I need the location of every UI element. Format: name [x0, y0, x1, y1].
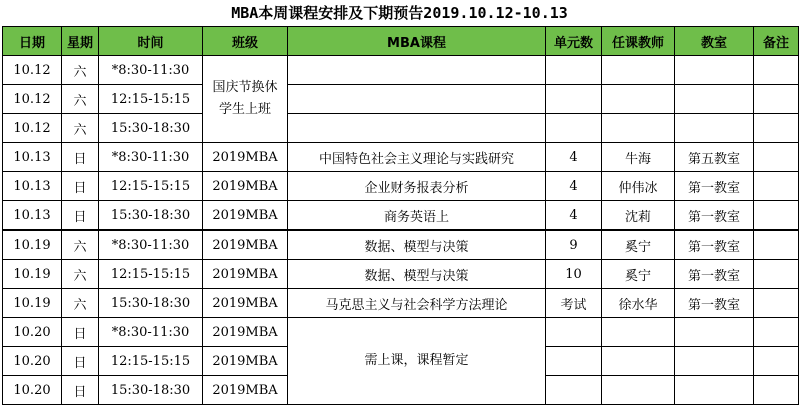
cell-teacher: 牛海	[602, 143, 675, 172]
cell-note	[754, 260, 799, 289]
cell-teacher	[602, 376, 675, 405]
cell-teacher	[602, 56, 675, 85]
cell-class: 2019MBA	[203, 260, 288, 289]
cell-note	[754, 143, 799, 172]
cell-weekday: 日	[62, 347, 99, 376]
cell-note	[754, 318, 799, 347]
table-row	[3, 201, 799, 231]
cell-units	[546, 376, 602, 405]
cell-units: 4	[546, 172, 602, 201]
cell-room	[675, 114, 754, 143]
header-row	[3, 27, 799, 56]
table-row	[3, 114, 799, 143]
cell-teacher: 奚宁	[602, 260, 675, 289]
cell-teacher	[602, 318, 675, 347]
cell-time: 12:15-15:15	[99, 172, 203, 201]
cell-weekday: 日	[62, 376, 99, 405]
cell-note	[754, 289, 799, 318]
cell-course	[288, 114, 546, 143]
cell-note	[754, 114, 799, 143]
table-row	[3, 230, 799, 260]
cell-date: 10.20	[3, 347, 62, 376]
cell-room: 第一教室	[675, 172, 754, 201]
cell-date: 10.12	[3, 114, 62, 143]
cell-date: 10.12	[3, 56, 62, 85]
table-row	[3, 172, 799, 201]
table-row	[3, 289, 799, 318]
cell-date: 10.19	[3, 230, 62, 260]
table-row	[3, 260, 799, 289]
header-time: 时间	[99, 27, 203, 56]
cell-date: 10.20	[3, 376, 62, 405]
cell-units	[546, 56, 602, 85]
pending-note: 需上课，课程暂定	[288, 318, 546, 405]
header-course: MBA课程	[288, 27, 546, 56]
cell-weekday: 六	[62, 260, 99, 289]
cell-class: 2019MBA	[203, 201, 288, 231]
cell-weekday: 六	[62, 230, 99, 260]
cell-note	[754, 201, 799, 231]
cell-note	[754, 56, 799, 85]
cell-course	[288, 85, 546, 114]
cell-course	[288, 56, 546, 85]
cell-time: 15:30-18:30	[99, 289, 203, 318]
cell-teacher	[602, 347, 675, 376]
cell-room: 第一教室	[675, 201, 754, 231]
cell-class: 2019MBA	[203, 143, 288, 172]
cell-time: *8:30-11:30	[99, 230, 203, 260]
cell-room	[675, 56, 754, 85]
cell-class: 2019MBA	[203, 376, 288, 405]
table-row	[3, 56, 799, 85]
cell-units	[546, 318, 602, 347]
cell-note	[754, 230, 799, 260]
cell-time: 12:15-15:15	[99, 347, 203, 376]
cell-room	[675, 318, 754, 347]
cell-time: 15:30-18:30	[99, 201, 203, 231]
cell-room	[675, 85, 754, 114]
cell-units: 4	[546, 201, 602, 231]
cell-date: 10.12	[3, 85, 62, 114]
cell-course: 中国特色社会主义理论与实践研究	[288, 143, 546, 172]
schedule-table	[2, 26, 799, 405]
header-units: 单元数	[546, 27, 602, 56]
cell-room: 第五教室	[675, 143, 754, 172]
table-row	[3, 85, 799, 114]
cell-class: 2019MBA	[203, 172, 288, 201]
cell-weekday: 六	[62, 56, 99, 85]
table-row	[3, 318, 799, 347]
cell-weekday: 日	[62, 143, 99, 172]
cell-class: 2019MBA	[203, 289, 288, 318]
cell-units	[546, 114, 602, 143]
cell-time: 15:30-18:30	[99, 114, 203, 143]
cell-units: 10	[546, 260, 602, 289]
holiday-note-line1: 国庆节换休	[212, 80, 278, 95]
holiday-note-line2: 学生上班	[218, 102, 271, 117]
cell-room: 第一教室	[675, 230, 754, 260]
cell-note	[754, 172, 799, 201]
cell-room	[675, 347, 754, 376]
cell-course: 商务英语上	[288, 201, 546, 231]
cell-units	[546, 85, 602, 114]
cell-time: *8:30-11:30	[99, 56, 203, 85]
cell-room: 第一教室	[675, 260, 754, 289]
cell-weekday: 六	[62, 289, 99, 318]
cell-class: 2019MBA	[203, 230, 288, 260]
header-teacher: 任课教师	[602, 27, 675, 56]
cell-weekday: 六	[62, 85, 99, 114]
cell-time: 15:30-18:30	[99, 376, 203, 405]
cell-time: *8:30-11:30	[99, 318, 203, 347]
cell-weekday: 日	[62, 201, 99, 231]
table-row	[3, 143, 799, 172]
cell-teacher	[602, 85, 675, 114]
cell-time: 12:15-15:15	[99, 85, 203, 114]
cell-note	[754, 347, 799, 376]
cell-date: 10.13	[3, 201, 62, 231]
cell-date: 10.19	[3, 260, 62, 289]
cell-room	[675, 376, 754, 405]
cell-date: 10.20	[3, 318, 62, 347]
header-room: 教室	[675, 27, 754, 56]
cell-note	[754, 376, 799, 405]
cell-course: 数据、模型与决策	[288, 230, 546, 260]
cell-teacher: 奚宁	[602, 230, 675, 260]
cell-date: 10.13	[3, 143, 62, 172]
cell-teacher: 仲伟冰	[602, 172, 675, 201]
cell-date: 10.19	[3, 289, 62, 318]
page-title: MBA本周课程安排及下期预告2019.10.12-10.13	[231, 4, 568, 22]
cell-weekday: 六	[62, 114, 99, 143]
cell-course: 企业财务报表分析	[288, 172, 546, 201]
header-note: 备注	[754, 27, 799, 56]
header-weekday: 星期	[62, 27, 99, 56]
cell-teacher: 徐水华	[602, 289, 675, 318]
header-class: 班级	[203, 27, 288, 56]
cell-teacher	[602, 114, 675, 143]
cell-units	[546, 347, 602, 376]
cell-course: 数据、模型与决策	[288, 260, 546, 289]
cell-course: 马克思主义与社会科学方法理论	[288, 289, 546, 318]
cell-time: *8:30-11:30	[99, 143, 203, 172]
cell-units: 4	[546, 143, 602, 172]
cell-units: 考试	[546, 289, 602, 318]
cell-date: 10.13	[3, 172, 62, 201]
cell-room: 第一教室	[675, 289, 754, 318]
holiday-note	[203, 56, 288, 143]
cell-teacher: 沈莉	[602, 201, 675, 231]
cell-units: 9	[546, 230, 602, 260]
cell-time: 12:15-15:15	[99, 260, 203, 289]
header-date: 日期	[3, 27, 62, 56]
cell-weekday: 日	[62, 318, 99, 347]
cell-note	[754, 85, 799, 114]
cell-weekday: 日	[62, 172, 99, 201]
cell-class: 2019MBA	[203, 318, 288, 347]
cell-class: 2019MBA	[203, 347, 288, 376]
